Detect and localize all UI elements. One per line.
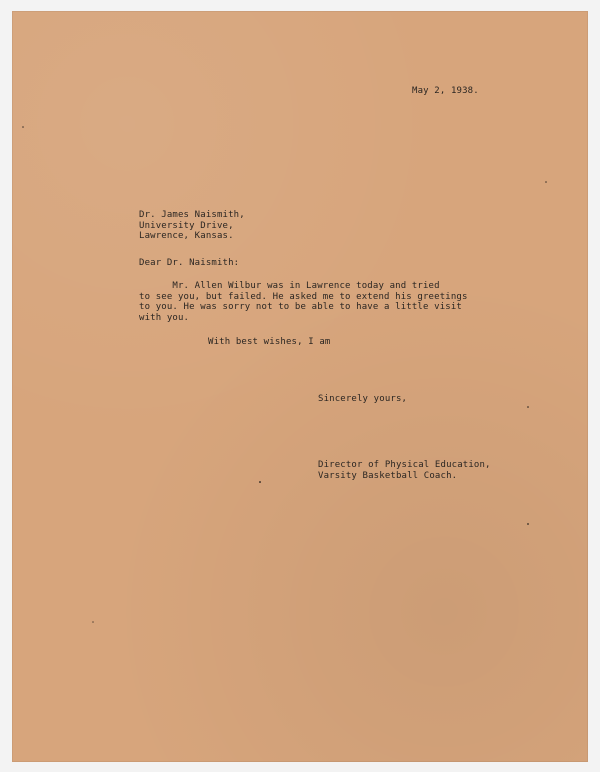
letter-body bbox=[139, 281, 468, 323]
paper-speck bbox=[527, 523, 529, 525]
letter-date: May 2, 1938. bbox=[412, 86, 479, 96]
salutation: Dear Dr. Naismith: bbox=[139, 258, 240, 268]
complimentary-close: Sincerely yours, bbox=[318, 394, 408, 404]
signature-line-1: Director of Physical Education, bbox=[318, 460, 491, 470]
paper-speck bbox=[92, 621, 94, 623]
paper-speck bbox=[545, 181, 547, 183]
body-line-1: Mr. Allen Wilbur was in Lawrence today and tried bbox=[139, 281, 440, 291]
signature-line-2: Varsity Basketball Coach. bbox=[318, 470, 458, 481]
body-line-4: with you. bbox=[139, 312, 190, 323]
recipient-line-1: Dr. James Naismith, bbox=[139, 210, 245, 220]
letter-page bbox=[12, 11, 588, 762]
paper-speck bbox=[22, 126, 24, 128]
body-line-3: to you. He was sorry not to be able to have a little visit bbox=[139, 302, 462, 313]
recipient-line-2: University Drive, bbox=[139, 220, 234, 231]
signature-block bbox=[318, 460, 491, 481]
paper-speck bbox=[259, 481, 261, 483]
body-line-2: to see you, but failed. He asked me to extend his greetings bbox=[139, 291, 468, 302]
closing-line: With best wishes, I am bbox=[208, 337, 331, 347]
paper-speck bbox=[527, 406, 529, 408]
recipient-line-3: Lawrence, Kansas. bbox=[139, 231, 234, 242]
recipient-address bbox=[139, 210, 245, 242]
